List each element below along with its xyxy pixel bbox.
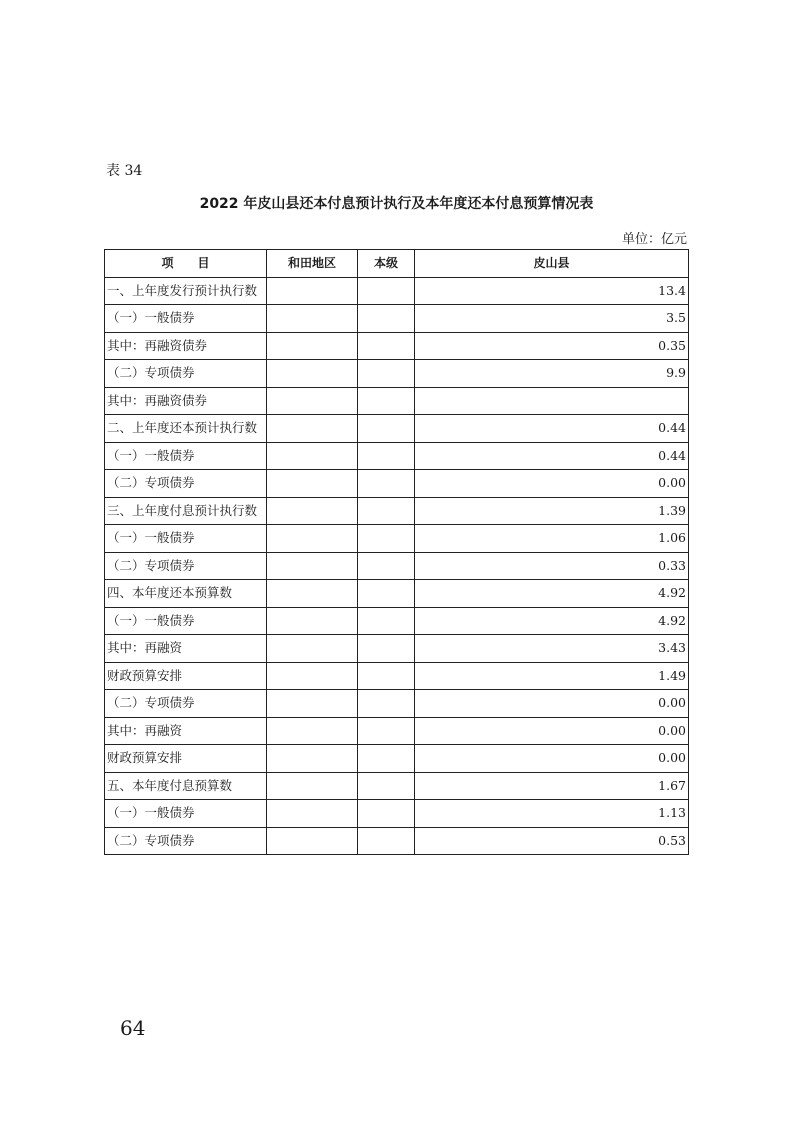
cell-hetian	[267, 635, 358, 663]
cell-hetian	[267, 690, 358, 718]
table-row	[105, 580, 689, 608]
cell-pishan: 1.13	[415, 800, 689, 828]
cell-pishan: 9.9	[415, 360, 689, 388]
table-row	[105, 552, 689, 580]
cell-pishan: 4.92	[415, 580, 689, 608]
table-row	[105, 772, 689, 800]
cell-hetian	[267, 580, 358, 608]
cell-pishan: 1.06	[415, 525, 689, 553]
cell-benji	[358, 800, 415, 828]
cell-item: （一）一般债券	[105, 442, 267, 470]
cell-item: （二）专项债券	[105, 552, 267, 580]
cell-hetian	[267, 277, 358, 305]
column-header-pishan: 皮山县	[415, 250, 689, 278]
cell-benji	[358, 745, 415, 773]
cell-hetian	[267, 497, 358, 525]
cell-hetian	[267, 552, 358, 580]
table-row	[105, 525, 689, 553]
table-row	[105, 635, 689, 663]
cell-pishan: 1.49	[415, 662, 689, 690]
table-row	[105, 690, 689, 718]
cell-item: （一）一般债券	[105, 607, 267, 635]
table-row	[105, 387, 689, 415]
table-row	[105, 305, 689, 333]
table-row	[105, 717, 689, 745]
cell-pishan: 13.4	[415, 277, 689, 305]
cell-item: 一、上年度发行预计执行数	[105, 277, 267, 305]
cell-benji	[358, 580, 415, 608]
cell-benji	[358, 690, 415, 718]
table-row	[105, 332, 689, 360]
cell-pishan: 0.53	[415, 827, 689, 855]
cell-benji	[358, 415, 415, 443]
cell-pishan: 1.67	[415, 772, 689, 800]
cell-pishan: 0.33	[415, 552, 689, 580]
cell-pishan: 0.00	[415, 745, 689, 773]
cell-item: （一）一般债券	[105, 525, 267, 553]
table-header-row	[105, 250, 689, 278]
cell-hetian	[267, 360, 358, 388]
table-row	[105, 277, 689, 305]
table-row	[105, 827, 689, 855]
cell-hetian	[267, 662, 358, 690]
table-row	[105, 800, 689, 828]
cell-pishan: 0.00	[415, 717, 689, 745]
column-header-item: 项 目	[105, 250, 267, 278]
table-row	[105, 470, 689, 498]
unit-label: 单位：亿元	[621, 232, 687, 247]
cell-item: （二）专项债券	[105, 690, 267, 718]
cell-benji	[358, 827, 415, 855]
cell-pishan: 4.92	[415, 607, 689, 635]
page-number: 64	[120, 1016, 146, 1040]
cell-item: 三、上年度付息预计执行数	[105, 497, 267, 525]
cell-hetian	[267, 305, 358, 333]
document-title: 2022 年皮山县还本付息预计执行及本年度还本付息预算情况表	[199, 196, 594, 212]
budget-table	[104, 249, 689, 855]
cell-item: 五、本年度付息预算数	[105, 772, 267, 800]
cell-hetian	[267, 442, 358, 470]
cell-benji	[358, 525, 415, 553]
cell-item: 其中：再融资债券	[105, 332, 267, 360]
cell-benji	[358, 635, 415, 663]
table-row	[105, 415, 689, 443]
cell-hetian	[267, 827, 358, 855]
cell-item: （二）专项债券	[105, 360, 267, 388]
cell-item: 财政预算安排	[105, 745, 267, 773]
cell-item: 其中：再融资	[105, 635, 267, 663]
cell-benji	[358, 470, 415, 498]
cell-pishan: 3.43	[415, 635, 689, 663]
cell-pishan: 0.35	[415, 332, 689, 360]
cell-benji	[358, 277, 415, 305]
column-header-benji: 本级	[358, 250, 415, 278]
cell-benji	[358, 305, 415, 333]
cell-benji	[358, 442, 415, 470]
table-row	[105, 662, 689, 690]
cell-hetian	[267, 415, 358, 443]
cell-pishan: 0.00	[415, 470, 689, 498]
cell-pishan: 1.39	[415, 497, 689, 525]
cell-benji	[358, 662, 415, 690]
cell-hetian	[267, 772, 358, 800]
cell-pishan: 0.44	[415, 415, 689, 443]
cell-benji	[358, 607, 415, 635]
cell-hetian	[267, 745, 358, 773]
cell-pishan: 0.00	[415, 690, 689, 718]
cell-hetian	[267, 387, 358, 415]
cell-benji	[358, 497, 415, 525]
cell-benji	[358, 772, 415, 800]
table-body	[105, 277, 689, 855]
table-row	[105, 442, 689, 470]
cell-item: 其中：再融资	[105, 717, 267, 745]
cell-item: 其中：再融资债券	[105, 387, 267, 415]
cell-benji	[358, 717, 415, 745]
cell-benji	[358, 332, 415, 360]
cell-item: （二）专项债券	[105, 827, 267, 855]
cell-item: （一）一般债券	[105, 800, 267, 828]
cell-hetian	[267, 800, 358, 828]
cell-item: 四、本年度还本预算数	[105, 580, 267, 608]
cell-benji	[358, 360, 415, 388]
table-row	[105, 607, 689, 635]
cell-hetian	[267, 525, 358, 553]
cell-benji	[358, 387, 415, 415]
cell-hetian	[267, 607, 358, 635]
cell-item: （一）一般债券	[105, 305, 267, 333]
table-label: 表 34	[106, 163, 143, 179]
cell-pishan	[415, 387, 689, 415]
table-row	[105, 497, 689, 525]
cell-hetian	[267, 717, 358, 745]
cell-pishan: 0.44	[415, 442, 689, 470]
cell-benji	[358, 552, 415, 580]
cell-item: （二）专项债券	[105, 470, 267, 498]
table-row	[105, 360, 689, 388]
cell-item: 财政预算安排	[105, 662, 267, 690]
column-header-hetian: 和田地区	[267, 250, 358, 278]
cell-pishan: 3.5	[415, 305, 689, 333]
cell-hetian	[267, 332, 358, 360]
cell-hetian	[267, 470, 358, 498]
cell-item: 二、上年度还本预计执行数	[105, 415, 267, 443]
table-row	[105, 745, 689, 773]
